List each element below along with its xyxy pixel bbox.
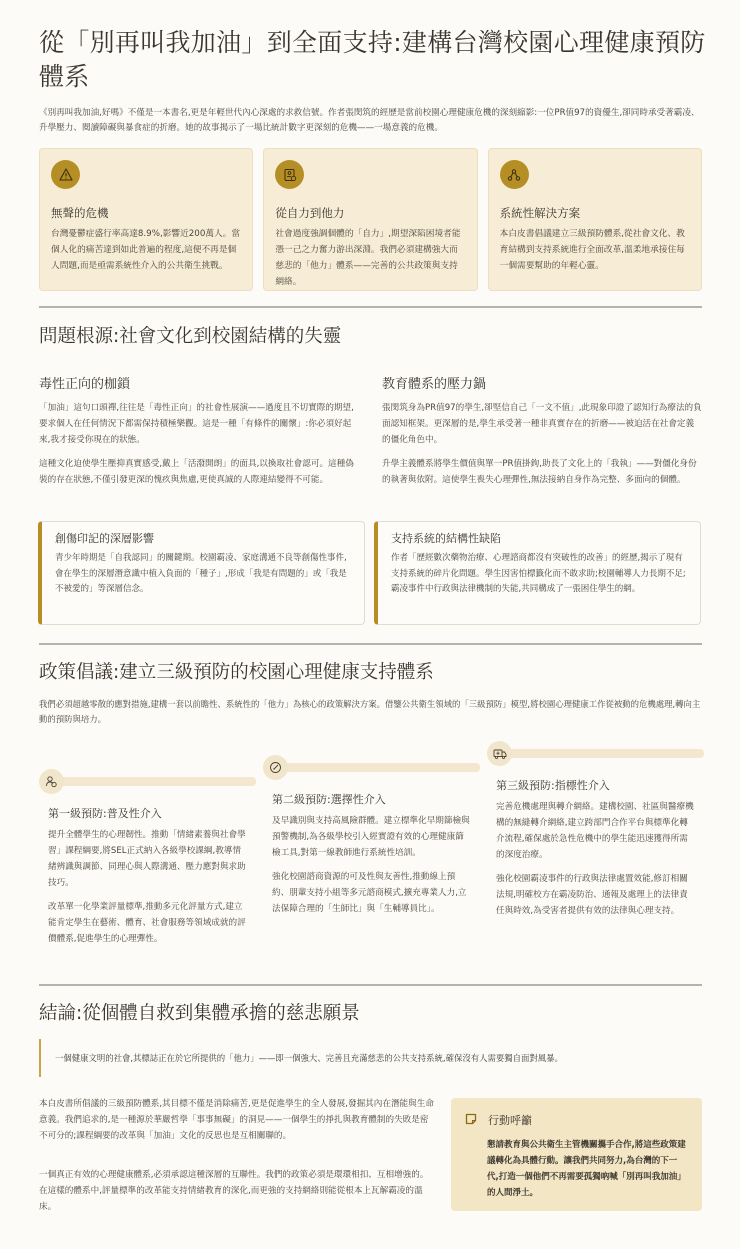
tier-1-universal — [39, 769, 256, 947]
people-icon — [39, 769, 64, 794]
quote-text: 一個健康文明的社會,其標誌正在於它所提供的「他力」——即一個強大、完善且充滿慈悲的公共支持系統,確保沒有人需要獨自面對風暴。 — [55, 1053, 563, 1063]
callout-structural-gaps — [374, 521, 701, 625]
tier-title: 第一級預防:普及性介入 — [48, 807, 162, 820]
card-body: 台灣憂鬱症盛行率高達8.9%,影響近200萬人。當個人化的痛苦達到如此普遍的程度,這便不再是個人問題,而是亟需系統性介入的公共衛生挑戰。 — [51, 229, 241, 271]
conclusion-paragraph-2: 一個真正有效的心理健康體系,必須承認這種深層的互聯性。我們的政策必須是環環相扣、互相增強的。在這樣的體系中,評量標準的改革能支持情緒教育的深化,而更強的支持網絡則能從根本上瓦解霸凌的溫床。 — [39, 1170, 429, 1212]
callout-body: 作者「歷經數次藥物治療、心理諮商都沒有突破性的改善」的經歷,揭示了現有支持系統的碎片化問題。學生因害怕標籤化而不敢求助;校園輔導人力長期不足;霸凌事件中行政與法律機制的失能,共同構成了一張困住學生的網。 — [391, 553, 686, 594]
intro-paragraph: 《別再叫我加油,好嗎》不僅是一本書名,更是年輕世代內心深處的求救信號。作者張閔筑的經歷是當前校園心理健康危機的深刻縮影:一位PR值97的資優生,卻同時承受著霸凌、升學壓力、閱讀障礙與暴食症的折磨。她的故事揭示了一場比統計數字更深刻的危機——一場意義的危機。 — [39, 108, 700, 133]
network-icon — [500, 160, 529, 189]
summary-card-systemic-solution — [488, 148, 702, 291]
summary-card-silent-crisis — [39, 148, 253, 291]
tier-paragraph-2: 強化校園霸凌事件的行政與法律處置效能,修訂相關法規,明確校方在霸凌防治、通報及處理上的法律責任與時效,為受害者提供有效的法律與心理支持。 — [496, 874, 688, 916]
tier-title: 第三級預防:指標性介入 — [496, 779, 610, 792]
policy-heading: 政策倡議:建立三級預防的校園心理健康支持體系 — [39, 662, 434, 683]
tier-progress-bar — [39, 769, 256, 794]
pressure-cooker-paragraph-1: 張閔筑身為PR值97的學生,卻堅信自己「一文不值」,此現象印證了認知行為療法的負面認知框架。更深層的是,學生承受著一種非真實存在的折磨——被迫活在社會定義的僵化角色中。 — [382, 403, 702, 445]
callout-trauma-imprint — [38, 521, 365, 625]
cta-header — [465, 1110, 688, 1129]
card-body: 社會過度強調個體的「自力」,期望深陷困境者能憑一己之力奮力游出深淵。我們必須建構強大而慈悲的「他力」體系——完善的公共政策與支持網絡。 — [275, 229, 461, 287]
tier-paragraph-1: 及早識別與支持高風險群體。建立標準化早期篩檢與預警機制,為各級學校引入經實證有效的心理健康篩檢工具,對第一線教師進行系統性培訓。 — [272, 816, 470, 858]
note-icon — [465, 1110, 477, 1129]
toxic-positivity-paragraph-2: 這種文化迫使學生壓抑真實感受,戴上「活潑開朗」的面具,以換取社會認可。這種偽裝的存在狀態,不僅引發更深的愧疚與焦慮,更使真誠的人際連結變得不可能。 — [39, 459, 354, 485]
callout-body: 青少年時期是「自我認同」的關鍵期。校園霸凌、家庭溝通不良等創傷性事件,會在學生的深層潛意識中植入負面的「種子」,形成「我是有問題的」或「我是不被愛的」等深層信念。 — [55, 553, 347, 594]
summary-cards — [39, 148, 702, 291]
callout-title: 支持系統的結構性缺陷 — [391, 532, 501, 545]
tier-paragraph-2: 強化校園諮商資源的可及性與友善性,推動線上預約、朋輩支持小組等多元諮商模式,擴充專業人力,立法保障合理的「生師比」與「生輔導員比」。 — [272, 872, 467, 914]
policy-intro: 我們必須超越零散的應對措施,建構一套以前瞻性、系統性的「他力」為核心的政策解決方案。借鑒公共衛生領域的「三級預防」模型,將校園心理健康工作從被動的危機處理,轉向主動的預防與培力。 — [39, 699, 701, 724]
section-divider — [39, 984, 702, 986]
card-body: 本白皮書倡議建立三級預防體系,從社會文化、教育結構到支持系統進行全面改革,溫柔地承接住每一個需要幫助的年輕心靈。 — [499, 229, 685, 271]
conclusion-paragraph-1: 本白皮書所倡議的三級預防體系,其目標不僅是消除痛苦,更是促進學生的全人發展,發掘其內在潛能與生命意義。我們追求的,是一種源於華嚴哲學「事事無礙」的洞見——一個學生的掙扎與教育體制的失敗是密不可分的;課程綱要的改革與「加油」文化的反思也是互相關聯的。 — [39, 1099, 434, 1141]
tier-2-selective — [263, 755, 480, 917]
tier-paragraph-1: 完善危機處理與轉介網絡。建構校園、社區與醫療機構的無縫轉介網絡,建立跨部門合作平台與標準化轉介流程,確保處於急性危機中的學生能迅速獲得所需的深度治療。 — [496, 802, 694, 860]
tier-progress-bar — [263, 755, 480, 780]
ambulance-icon — [487, 741, 512, 766]
warning-icon — [51, 160, 80, 189]
conclusion-heading: 結論:從個體自救到集體承擔的慈悲願景 — [39, 1003, 360, 1024]
pressure-cooker-paragraph-2: 升學主義體系將學生價值與單一PR值掛鉤,助長了文化上的「我執」——對僵化身份的執著與依附。這使學生喪失心理彈性,無法接納自身作為完整、多面向的個體。 — [382, 459, 697, 485]
root-causes-heading: 問題根源:社會文化到校園結構的失靈 — [39, 326, 342, 347]
tier-paragraph-2: 改革單一化學業評量標準,推動多元化評量方式,建立能肯定學生在藝術、體育、社會服務等領域成就的評價體系,促進學生的心理彈性。 — [48, 902, 246, 944]
gauge-icon — [263, 755, 288, 780]
pressure-cooker-title: 教育體系的壓力鍋 — [382, 377, 487, 392]
cta-body: 懇請教育與公共衛生主管機關攜手合作,將這些政策建議轉化為具體行動。讓我們共同努力,為台灣的下一代,打造一個他們不再需要孤獨吶喊「別再叫我加油」的人間淨土。 — [487, 1140, 686, 1198]
card-title: 系統性解決方案 — [499, 206, 581, 220]
tier-paragraph-1: 提升全體學生的心理韌性。推動「情緒素養與社會學習」課程綱要,將SEL正式納入各級學校課綱,教導情緒辨識與調節、同理心與人際溝通、壓力應對與求助技巧。 — [48, 830, 246, 888]
cta-title: 行動呼籲 — [488, 1113, 532, 1127]
card-title: 無聲的危機 — [51, 206, 109, 220]
card-title: 從自力到他力 — [275, 206, 345, 220]
call-to-action-box — [451, 1098, 702, 1211]
page-title: 從「別再叫我加油」到全面支持:建構台灣校園心理健康預防體系 — [39, 28, 706, 91]
section-divider — [39, 306, 702, 308]
callout-title: 創傷印記的深層影響 — [55, 532, 154, 545]
tier-title: 第二級預防:選擇性介入 — [272, 793, 386, 806]
toxic-positivity-paragraph-1: 「加油」這句口頭禪,往往是「毒性正向」的社會性展演——過度且不切實際的期望,要求個人在任何情況下都需保持積極樂觀。這是一種「有條件的關懷」:你必須好起來,我才接受你現在的狀態。 — [39, 403, 354, 445]
conclusion-quote — [39, 1039, 702, 1077]
toxic-positivity-title: 毒性正向的枷鎖 — [39, 377, 131, 392]
tier-progress-bar — [487, 741, 704, 766]
section-divider — [39, 643, 702, 645]
summary-card-self-to-other — [263, 148, 477, 291]
id-badge-icon — [275, 160, 304, 189]
tier-3-indicated — [487, 741, 704, 919]
